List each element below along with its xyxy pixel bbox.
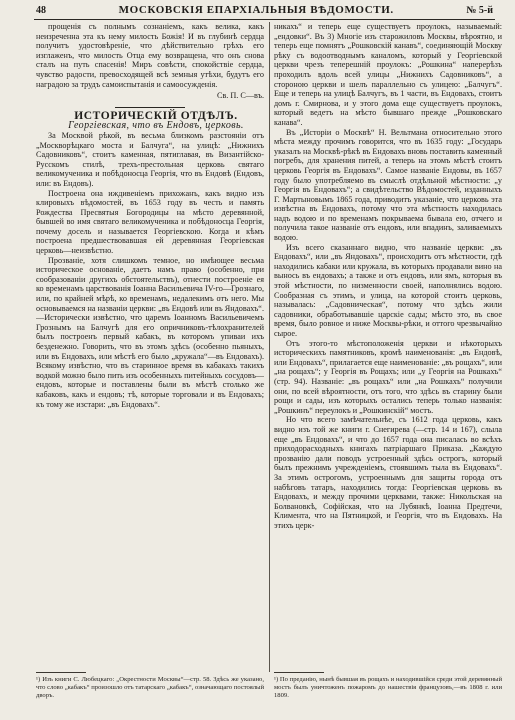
article-paragraph: Построена она иждивеніемъ прихожанъ, какъ видно изъ клировыхъ вѣдомостей, въ 1653 году въ честь и память Рождества Пресвятыя Богородицы на мѣсто деревянной, бывшей во имя святаго великомученика и побѣдоносца Георгія, почему досель и называется Георгіевскою. Когда и кѣмъ построена предшествовавшая ей деревянная Георгіевская церковь—неизвѣстно. bbox=[36, 188, 264, 256]
article-paragraph: Но что всего замѣчательнѣе, съ 1612 года церковь, какъ видно изъ той же книги г. Снегирева (—стр. 14 и 167), слыла еще „въ Ендовахъ“, и что до 1657 года она писалась во всѣхъ приходорасходныхъ книгахъ патріаршаго Приказа. „Каждую прозванію дали поводъ устроенный здѣсь острогъ, который былъ прежнимъ учрежденіемъ, стоявшимъ тыла въ Ендовахъ“. За этимъ острогомъ, устроеннымъ для защиты города отъ набѣговъ татаръ, находились тогда: Георгіевская церковь въ Ендовахъ, и между прочими церквами, также: Никольская на Болвановкѣ, Софійская, что на Лубянкѣ, Іоанна Предтечи, Климента, что на Пятницкой, и Георгія, что въ Ендовахъ. На этихъ церк- bbox=[274, 415, 502, 530]
article-paragraph: За Москвой рѣкой, въ весьма близкомъ разстояніи отъ „Москворѣцкаго моста и Балчуга“, на улицѣ: „Нижнихъ Садовниковъ“, стоитъ каменная, пятиглавая, въ Византійско-Русскомъ стилѣ, трехъ-престольная церковь святаго великомученика и побѣдоносца Георгія, что въ Ендовѣ (Ендовъ, или: въ Ендовъ). bbox=[36, 130, 264, 188]
section-heading: ИСТОРИЧЕСКІЙ ОТДѢЛЪ. bbox=[74, 109, 238, 122]
column-divider bbox=[269, 22, 270, 672]
article-paragraph: никахъ“ и теперь еще существуетъ проулокъ, называемый: „ендовки“. Въ 3) Многіе изъ старожиловъ Москвы, вѣроятно, и теперь еще помнятъ „Рошковскій канавъ“, соединяющій Москву рѣку съ водоотводнымъ каналомъ, который у Георгіевской церкви чрезъ теперешній проулокъ: „Рошкина“ наперерѣзъ проходилъ вдоль всей улицы „Нижнихъ Садовниковъ“, а стороною церкви и шелъ параллельно съ улицею: „Балчугъ“. Еще и теперь на улицѣ Балчугъ, въ 1 части, въ Ендовахъ, стоитъ домъ г. Смирнова, и у этого дома еще существуетъ проулокъ, который ведетъ на мѣсто бывшаго прежде „Рошковскаго канава“. bbox=[274, 22, 502, 127]
article-paragraph: Отъ этого-то мѣстоположенія церкви и нѣкоторыхъ историческихъ памятниковъ, кромѣ наименованія: „въ Ендовѣ, или Ендовахъ“, прилагается еще наименованіе: „въ рощахъ“, или „на рощахъ“; у Георгія въ Рощахъ; или „у Георгія на Рошкахъ“ (стр. 94). Названіе: „въ рощахъ“ или „на Рошкахъ“ получили они, по всей вѣроятности, отъ того, что здѣсь въ старину были рощи и сады, изъ которыхъ остались теперь только названія: „Рошкинъ“ переулокъ и „Рошкинскій“ мостъ. bbox=[274, 338, 502, 415]
footnote-right: ¹) По преданію, нынѣ бывшая въ рощахъ и находившійся среди этой деревянный мостъ былъ уничтоженъ пожаромъ до нашествія французовъ,—въ 1808 г. или 1809. bbox=[274, 676, 502, 699]
intro-paragraph: прощенія съ полнымъ сознаніемъ, какъ велика, какъ неизреченна эта къ нему милость Божія! И въ глубинѣ сердца получитъ удостовѣреніе, что дѣйствительно грѣхъ его изглаженъ, что милость Отца ему возвращена, что онъ снова сталъ на путь спасенія! Миръ совѣсти, спокойствіе сердца, чувство радости, превосходящей всѣ земныя утѣхи, будутъ его наградою за трудъ самоиспытанія и самоосужденія. bbox=[36, 22, 264, 89]
article-paragraph: Изъ всего сказаннаго видно, что названіе церкви: „въ Ендовахъ“, или „въ Яндовахъ“, происходитъ отъ мѣстности, гдѣ находились кабаки или кружала, въ которыхъ продавали вино на вынось въ ендовахъ; а также и отъ ендовъ, или ямъ, которыя въ этой мѣстности, по низменности своей, наполнялись водою. Сообразная съ этимъ, и улица, на которой стоитъ церковь, называлась: „Садовническая“, потому что здѣсь жили садовники, обработывавшіе царскіе сады; мѣсто это, въ свое время, было ровное и ниже Москвы-рѣки, и оттого чрезвычайно сырое. bbox=[274, 242, 502, 338]
journal-title: МОСКОВСКІЯ ЕПАРХІАЛЬНЫЯ ВѢДОМОСТИ. bbox=[118, 4, 394, 16]
running-header bbox=[36, 4, 493, 20]
footnote-left: ¹) Изъ книги С. Любецкаго: „Окрестности Москвы“—стр. 58. Здѣсь же указано, что слово „кабакъ“ произошло отъ татарскаго „кабакъ“, означающаго постоялый дворъ. bbox=[36, 676, 264, 699]
article-title: Георгіевская, что въ Ендовъ, церковь. bbox=[68, 120, 244, 132]
header-rule bbox=[34, 19, 495, 20]
footnote-rule bbox=[274, 672, 324, 673]
footnote-rule bbox=[36, 672, 86, 673]
right-column bbox=[274, 22, 502, 674]
section-rule bbox=[115, 107, 185, 108]
author-signature: Св. П. С—въ. bbox=[216, 91, 264, 101]
left-column bbox=[36, 22, 264, 674]
article-paragraph: Въ „Исторіи о Москвѣ“ Н. Вельтмана относительно этого мѣста между прочимъ говорится, что въ 1635 году: „Государь указалъ на Москвѣ-рѣкѣ въ Ендовахъ вновь поставить каменный погребъ, для хранения питей, а теперь на этомъ мѣстѣ стоитъ церковь Георгія въ Ендовахъ“. Самое названіе Ендовы, въ 1657 году было употребляемо въ смыслѣ отдѣльной мѣстности: „у Георгія въ Ендовахъ“; а свидѣтельство Вѣдомостей, изданныхъ Г. Мартыновымъ 1865 года, приводитъ указаніе, что церковь эта извѣстна въ Ендовахъ, потому что эта мѣстность находилась надъ водою и по временамъ покрываема бывала ею, отчего и получила такое названіе отъ ендовъ, или впадинъ, заливаемыхъ водою. bbox=[274, 127, 502, 243]
issue-number: № 5-й bbox=[466, 5, 493, 16]
article-paragraph: Прозваніе, хотя слишкомъ темное, но имѣющее весьма историческое основаніе, даетъ намъ право (особенно, при сообразованіи другихъ обстоятельствъ), отнести построеніе ея ко временамъ царствованія Іоанна Васильевича IV-го—Грознаго, или, по крайней мѣрѣ, ко временамъ, недалекимъ отъ него. Мы основываемся на названіи церкви: „въ Ендовѣ или въ Яндовахъ“.—Исторически извѣстно, что царемъ Іоанномъ Васильевичемъ Грознымъ на Балчугѣ для его опричниковъ-тѣлохранителей былъ построенъ первый кабакъ, въ которомъ упиваи ихъ безденежно. Говорить, что въ этомъ здѣсь (особенно пьяныхъ, или въ Ендовахъ, или мѣстѣ его было „кружала“—въ Ендовахъ). Всякому извѣстно, что въ старинное время въ кабакахъ такихъ водкой можно было пить изъ особенныхъ питейныхъ сосудовъ—ендовъ, которые и поставлены были въ мѣстѣ столько же кабаковъ, какъ и ендовъ; тѣ, которые торговали и въ Ендовахъ; къ тому же изстари: „въ Ендовахъ“. bbox=[36, 255, 264, 409]
page-number: 48 bbox=[36, 5, 46, 16]
